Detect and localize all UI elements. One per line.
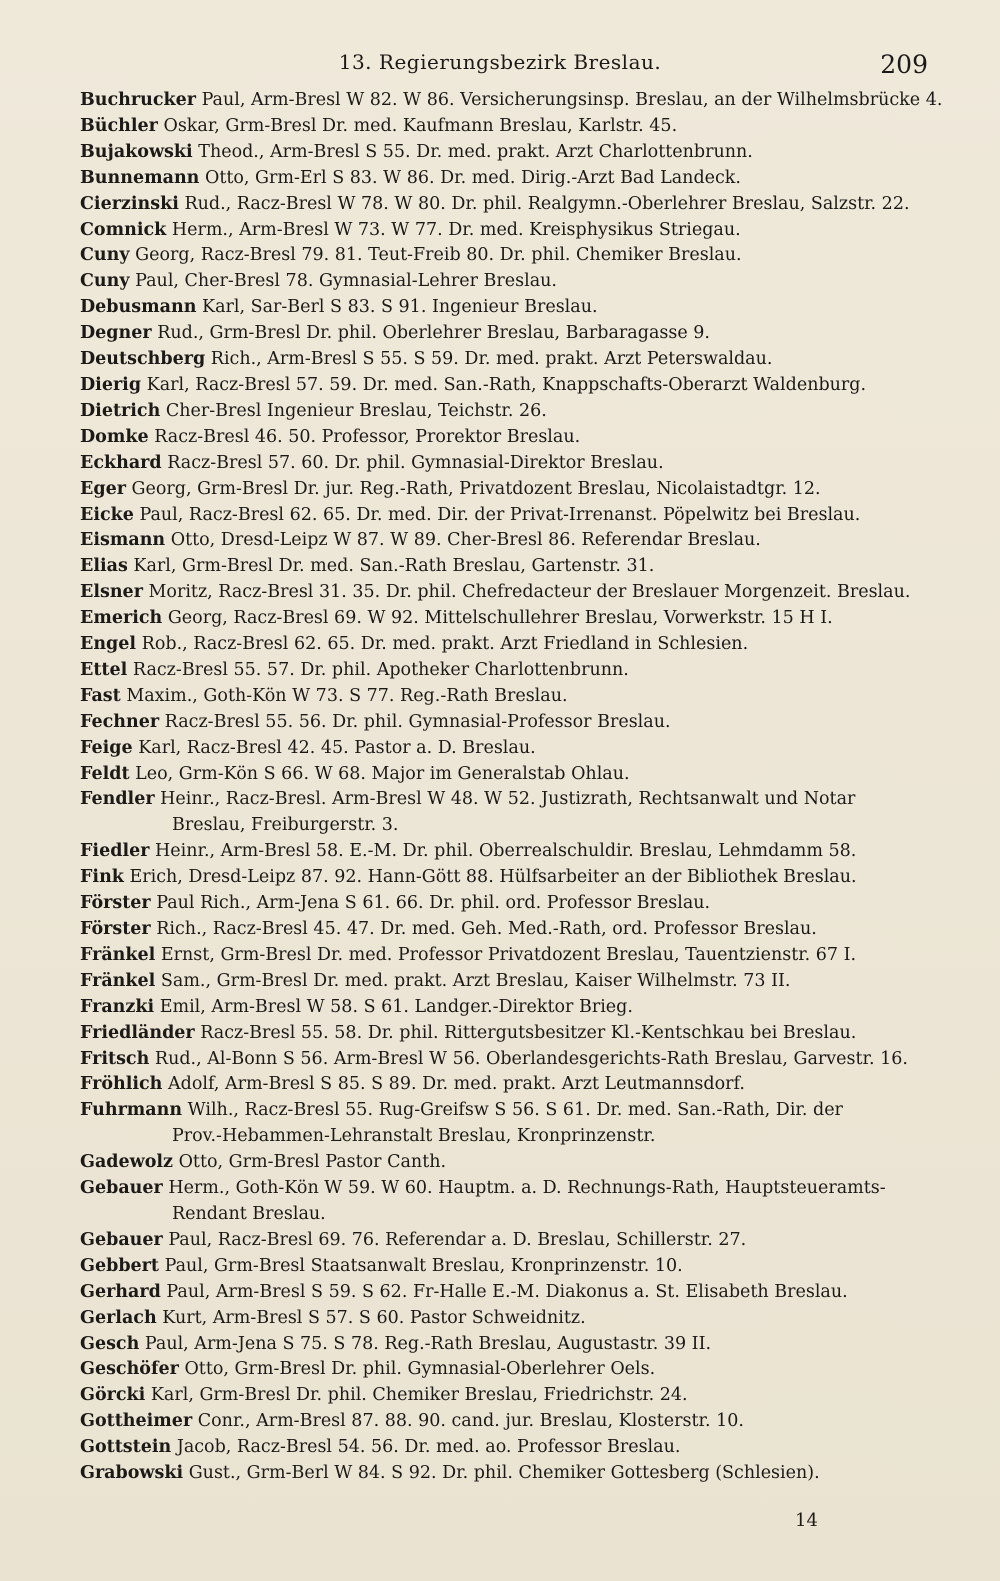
entry-line — [80, 1047, 928, 1073]
entry-line — [80, 865, 928, 891]
entry-details: Paul, Arm-Bresl S 59. S 62. Fr-Halle E.-M. Diakonus a. St. Elisabeth Breslau. — [166, 1281, 848, 1302]
entry-surname: Gerlach — [80, 1307, 157, 1328]
entry-surname: Feldt — [80, 763, 130, 784]
directory-entry — [80, 218, 928, 244]
directory-entry — [80, 373, 928, 399]
entry-line — [80, 477, 928, 503]
entry-details: Racz-Bresl 55. 57. Dr. phil. Apotheker Charlottenbrunn. — [132, 659, 629, 680]
directory-entry — [80, 1280, 928, 1306]
directory-entry — [80, 1435, 928, 1461]
entry-details: Paul, Arm-Jena S 75. S 78. Reg.-Rath Breslau, Augustastr. 39 II. — [144, 1333, 712, 1354]
entry-line — [80, 1176, 928, 1202]
directory-entries — [80, 88, 943, 1487]
entry-line — [80, 1150, 928, 1176]
entry-details: Heinr., Arm-Bresl 58. E.-M. Dr. phil. Oberrealschuldir. Breslau, Lehmdamm 58. — [155, 841, 857, 862]
entry-details: Heinr., Racz-Bresl. Arm-Bresl W 48. W 52. Justizrath, Rechtsanwalt und Notar — [160, 789, 856, 810]
entry-line — [80, 399, 928, 425]
entry-surname: Gebauer — [80, 1229, 163, 1250]
entry-details: Racz-Bresl 57. 60. Dr. phil. Gymnasial-Direktor Breslau. — [167, 452, 664, 473]
directory-entry — [80, 1383, 928, 1409]
entry-line — [80, 1228, 928, 1254]
entry-line — [80, 1098, 928, 1124]
entry-surname: Eckhard — [80, 452, 162, 473]
entry-surname: Förster — [80, 919, 151, 939]
directory-entry — [80, 425, 928, 451]
directory-entry — [80, 839, 928, 865]
entry-surname: Bunnemann — [80, 167, 200, 188]
entry-line — [80, 1461, 928, 1487]
entry-surname: Fiedler — [80, 841, 150, 862]
entry-details: Oskar, Grm-Bresl Dr. med. Kaufmann Breslau, Karlstr. 45. — [163, 115, 678, 136]
entry-surname: Fechner — [80, 711, 160, 732]
directory-entry — [80, 1176, 928, 1228]
entry-surname: Gadewolz — [80, 1152, 173, 1173]
entry-line — [80, 1072, 928, 1098]
directory-entry — [80, 1150, 928, 1176]
entry-surname: Görcki — [80, 1385, 146, 1406]
entry-line — [80, 192, 928, 218]
entry-line — [80, 658, 928, 684]
entry-details: Rud., Racz-Bresl W 78. W 80. Dr. phil. Realgymn.-Oberlehrer Breslau, Salzstr. 22. — [184, 193, 910, 214]
entry-surname: Fränkel — [80, 970, 156, 991]
directory-entry — [80, 736, 928, 762]
entry-line — [80, 917, 928, 943]
directory-entry — [80, 1021, 928, 1047]
entry-continuation: Prov.-Hebammen-Lehranstalt Breslau, Kronprinzenstr. — [172, 1126, 656, 1147]
directory-entry — [80, 88, 943, 114]
entry-surname: Buchrucker — [80, 90, 196, 110]
directory-entry — [80, 606, 928, 632]
entry-details: Rud., Grm-Bresl Dr. phil. Oberlehrer Breslau, Barbaragasse 9. — [157, 323, 710, 344]
entry-surname: Büchler — [80, 115, 158, 136]
directory-entry — [80, 762, 928, 788]
directory-entry — [80, 451, 928, 477]
entry-line — [80, 88, 943, 114]
entry-details: Maxim., Goth-Kön W 73. S 77. Reg.-Rath Breslau. — [126, 685, 568, 706]
entry-line — [80, 969, 928, 995]
directory-entry — [80, 1047, 928, 1073]
entry-details: Emil, Arm-Bresl W 58. S 61. Landger.-Direktor Brieg. — [159, 996, 633, 1017]
entry-surname: Domke — [80, 426, 149, 447]
directory-entry — [80, 166, 928, 192]
entry-line — [80, 1383, 928, 1409]
entry-line — [80, 1280, 928, 1306]
entry-surname: Fritsch — [80, 1048, 150, 1069]
entry-surname: Degner — [80, 323, 152, 344]
entry-details: Racz-Bresl 46. 50. Professor, Prorektor Breslau. — [154, 426, 581, 447]
entry-line — [80, 114, 928, 140]
entry-surname: Comnick — [80, 219, 167, 240]
entry-continuation: Breslau, Freiburgerstr. 3. — [172, 815, 399, 836]
directory-entry — [80, 787, 928, 839]
directory-entry — [80, 1409, 928, 1435]
entry-surname: Gesch — [80, 1333, 140, 1354]
entry-line — [80, 1435, 928, 1461]
entry-surname: Förster — [80, 893, 151, 914]
entry-surname: Gebbert — [80, 1255, 159, 1276]
entry-line — [80, 787, 928, 813]
directory-entry — [80, 192, 928, 218]
entry-details: Karl, Sar-Berl S 83. S 91. Ingenieur Breslau. — [202, 297, 598, 318]
directory-entry — [80, 943, 928, 969]
directory-entry — [80, 1306, 928, 1332]
entry-details: Rud., Al-Bonn S 56. Arm-Bresl W 56. Oberlandesgerichts-Rath Breslau, Garvestr. 16. — [154, 1048, 908, 1069]
entry-details: Racz-Bresl 55. 56. Dr. phil. Gymnasial-Professor Breslau. — [164, 711, 671, 732]
entry-surname: Dierig — [80, 374, 142, 395]
entry-line — [80, 736, 928, 762]
entry-details: Cher-Bresl Ingenieur Breslau, Teichstr. 26. — [165, 400, 547, 421]
entry-surname: Geschöfer — [80, 1359, 179, 1380]
directory-entry — [80, 865, 928, 891]
directory-entry — [80, 1098, 928, 1150]
entry-surname: Fröhlich — [80, 1074, 163, 1095]
entry-line — [80, 295, 928, 321]
page-header — [0, 44, 1000, 84]
entry-line — [80, 243, 928, 269]
entry-surname: Eger — [80, 478, 126, 499]
entry-surname: Grabowski — [80, 1463, 184, 1484]
entry-surname: Engel — [80, 634, 137, 655]
entry-details: Karl, Racz-Bresl 57. 59. Dr. med. San.-Rath, Knappschafts-Oberarzt Waldenburg. — [146, 374, 867, 395]
entry-details: Georg, Grm-Bresl Dr. jur. Reg.-Rath, Privatdozent Breslau, Nicolaistadtgr. 12. — [131, 478, 821, 499]
entry-details: Rich., Arm-Bresl S 55. S 59. Dr. med. prakt. Arzt Peterswaldau. — [210, 349, 773, 370]
entry-surname: Gottheimer — [80, 1411, 193, 1432]
entry-details: Ernst, Grm-Bresl Dr. med. Professor Privatdozent Breslau, Tauentzienstr. 67 I. — [160, 944, 857, 965]
entry-surname: Elsner — [80, 582, 143, 603]
entry-line — [80, 528, 928, 554]
entry-surname: Eismann — [80, 530, 166, 551]
entry-details: Gust., Grm-Berl W 84. S 92. Dr. phil. Chemiker Gottesberg (Schlesien). — [188, 1463, 820, 1484]
page-number: 209 — [880, 50, 928, 79]
entry-line — [80, 684, 928, 710]
entry-line — [80, 1021, 928, 1047]
directory-entry — [80, 347, 928, 373]
entry-details: Karl, Racz-Bresl 42. 45. Pastor a. D. Breslau. — [138, 737, 536, 758]
entry-line — [80, 580, 928, 606]
entry-line — [80, 218, 928, 244]
directory-entry — [80, 399, 928, 425]
entry-surname: Cuny — [80, 271, 130, 292]
entry-details: Racz-Bresl 55. 58. Dr. phil. Rittergutsbesitzer Kl.-Kentschkau bei Breslau. — [200, 1022, 857, 1043]
entry-details: Erich, Dresd-Leipz 87. 92. Hann-Gött 88. Hülfsarbeiter an der Bibliothek Breslau. — [129, 867, 857, 888]
entry-surname: Friedländer — [80, 1022, 195, 1043]
entry-surname: Debusmann — [80, 297, 197, 318]
entry-line — [80, 762, 928, 788]
entry-line — [80, 425, 928, 451]
entry-details: Rich., Racz-Bresl 45. 47. Dr. med. Geh. Med.-Rath, ord. Professor Breslau. — [156, 919, 817, 939]
entry-surname: Gebauer — [80, 1178, 163, 1199]
entry-surname: Franzki — [80, 996, 155, 1017]
entry-details: Paul, Cher-Bresl 78. Gymnasial-Lehrer Breslau. — [135, 271, 557, 292]
entry-continuation: Rendant Breslau. — [172, 1203, 326, 1224]
entry-surname: Emerich — [80, 608, 163, 629]
entry-details: Paul, Racz-Bresl 69. 76. Referendar a. D. Breslau, Schillerstr. 27. — [168, 1229, 747, 1250]
printer-signature-mark: 14 — [795, 1510, 818, 1531]
entry-details: Paul, Arm-Bresl W 82. W 86. Versicherungsinsp. Breslau, an der Wilhelmsbrücke 4. — [201, 90, 943, 110]
entry-surname: Deutschberg — [80, 349, 206, 370]
entry-details: Georg, Racz-Bresl 79. 81. Teut-Freib 80. Dr. phil. Chemiker Breslau. — [135, 245, 742, 266]
entry-details: Adolf, Arm-Bresl S 85. S 89. Dr. med. prakt. Arzt Leutmannsdorf. — [168, 1074, 745, 1095]
entry-details: Sam., Grm-Bresl Dr. med. prakt. Arzt Breslau, Kaiser Wilhelmstr. 73 II. — [160, 970, 791, 991]
directory-entry — [80, 321, 928, 347]
directory-entry — [80, 477, 928, 503]
entry-details: Kurt, Arm-Bresl S 57. S 60. Pastor Schweidnitz. — [162, 1307, 586, 1328]
directory-entry — [80, 554, 928, 580]
entry-details: Herm., Goth-Kön W 59. W 60. Hauptm. a. D. Rechnungs-Rath, Hauptsteueramts- — [168, 1178, 886, 1199]
entry-line — [80, 891, 928, 917]
entry-surname: Bujakowski — [80, 141, 193, 162]
entry-line — [80, 373, 928, 399]
entry-details: Moritz, Racz-Bresl 31. 35. Dr. phil. Chefredacteur der Breslauer Morgenzeit. Breslau. — [148, 582, 911, 603]
directory-entry — [80, 684, 928, 710]
entry-line — [80, 166, 928, 192]
directory-entry — [80, 295, 928, 321]
entry-surname: Cierzinski — [80, 193, 179, 214]
directory-entry — [80, 969, 928, 995]
entry-line — [80, 839, 928, 865]
entry-details: Leo, Grm-Kön S 66. W 68. Major im Generalstab Ohlau. — [135, 763, 630, 784]
directory-entry — [80, 580, 928, 606]
entry-details: Wilh., Racz-Bresl 55. Rug-Greifsw S 56. S 61. Dr. med. San.-Rath, Dir. der — [187, 1100, 843, 1121]
entry-line — [80, 554, 928, 580]
entry-surname: Elias — [80, 556, 128, 577]
entry-line — [80, 503, 928, 529]
directory-entry — [80, 1461, 928, 1487]
entry-surname: Fendler — [80, 789, 155, 810]
directory-entry — [80, 1254, 928, 1280]
entry-line — [80, 140, 928, 166]
entry-details: Otto, Dresd-Leipz W 87. W 89. Cher-Bresl 86. Referendar Breslau. — [170, 530, 761, 551]
entry-surname: Gerhard — [80, 1281, 161, 1302]
directory-entry — [80, 114, 928, 140]
entry-line — [80, 1357, 928, 1383]
entry-surname: Feige — [80, 737, 133, 758]
entry-details: Conr., Arm-Bresl 87. 88. 90. cand. jur. Breslau, Klosterstr. 10. — [197, 1411, 744, 1432]
directory-entry — [80, 632, 928, 658]
directory-entry — [80, 995, 928, 1021]
entry-details: Herm., Arm-Bresl W 73. W 77. Dr. med. Kreisphysikus Striegau. — [171, 219, 741, 240]
entry-surname: Gottstein — [80, 1437, 172, 1458]
entry-surname: Fränkel — [80, 944, 156, 965]
entry-line — [80, 606, 928, 632]
entry-details: Rob., Racz-Bresl 62. 65. Dr. med. prakt. Arzt Friedland in Schlesien. — [141, 634, 749, 655]
entry-details: Paul, Grm-Bresl Staatsanwalt Breslau, Kronprinzenstr. 10. — [164, 1255, 683, 1276]
entry-details: Otto, Grm-Erl S 83. W 86. Dr. med. Dirig.-Arzt Bad Landeck. — [204, 167, 741, 188]
entry-details: Georg, Racz-Bresl 69. W 92. Mittelschullehrer Breslau, Vorwerkstr. 15 H I. — [167, 608, 833, 629]
directory-entry — [80, 658, 928, 684]
entry-details: Paul, Racz-Bresl 62. 65. Dr. med. Dir. der Privat-Irrenanst. Pöpelwitz bei Breslau. — [139, 504, 861, 525]
entry-details: Theod., Arm-Bresl S 55. Dr. med. prakt. Arzt Charlottenbrunn. — [198, 141, 753, 162]
running-head: 13. Regierungsbezirk Breslau. — [338, 50, 662, 74]
entry-details: Karl, Grm-Bresl Dr. med. San.-Rath Breslau, Gartenstr. 31. — [133, 556, 655, 577]
entry-details: Paul Rich., Arm-Jena S 61. 66. Dr. phil. ord. Professor Breslau. — [156, 893, 711, 914]
entry-surname: Fink — [80, 867, 124, 888]
entry-line — [80, 943, 928, 969]
entry-details: Jacob, Racz-Bresl 54. 56. Dr. med. ao. Professor Breslau. — [176, 1437, 681, 1458]
entry-surname: Fuhrmann — [80, 1100, 183, 1121]
entry-line — [80, 451, 928, 477]
directory-entry — [80, 1072, 928, 1098]
entry-details: Otto, Grm-Bresl Dr. phil. Gymnasial-Oberlehrer Oels. — [184, 1359, 656, 1380]
entry-surname: Dietrich — [80, 400, 161, 421]
entry-line — [80, 347, 928, 373]
directory-entry — [80, 243, 928, 269]
directory-entry — [80, 917, 928, 943]
directory-entry — [80, 1357, 928, 1383]
entry-surname: Fast — [80, 685, 121, 706]
directory-entry — [80, 710, 928, 736]
directory-entry — [80, 140, 928, 166]
entry-line — [80, 269, 928, 295]
entry-details: Karl, Grm-Bresl Dr. phil. Chemiker Breslau, Friedrichstr. 24. — [150, 1385, 688, 1406]
entry-surname: Eicke — [80, 504, 134, 525]
entry-line — [80, 1306, 928, 1332]
entry-details: Otto, Grm-Bresl Pastor Canth. — [178, 1152, 447, 1173]
directory-entry — [80, 503, 928, 529]
entry-line — [80, 995, 928, 1021]
entry-line — [80, 1409, 928, 1435]
directory-entry — [80, 1332, 928, 1358]
entry-line — [80, 710, 928, 736]
directory-entry — [80, 528, 928, 554]
directory-entry — [80, 1228, 928, 1254]
entry-line — [80, 321, 928, 347]
entry-line — [80, 632, 928, 658]
directory-entry — [80, 891, 928, 917]
entry-line — [80, 1332, 928, 1358]
entry-surname: Ettel — [80, 659, 128, 680]
entry-line — [80, 1254, 928, 1280]
directory-entry — [80, 269, 928, 295]
entry-surname: Cuny — [80, 245, 130, 266]
